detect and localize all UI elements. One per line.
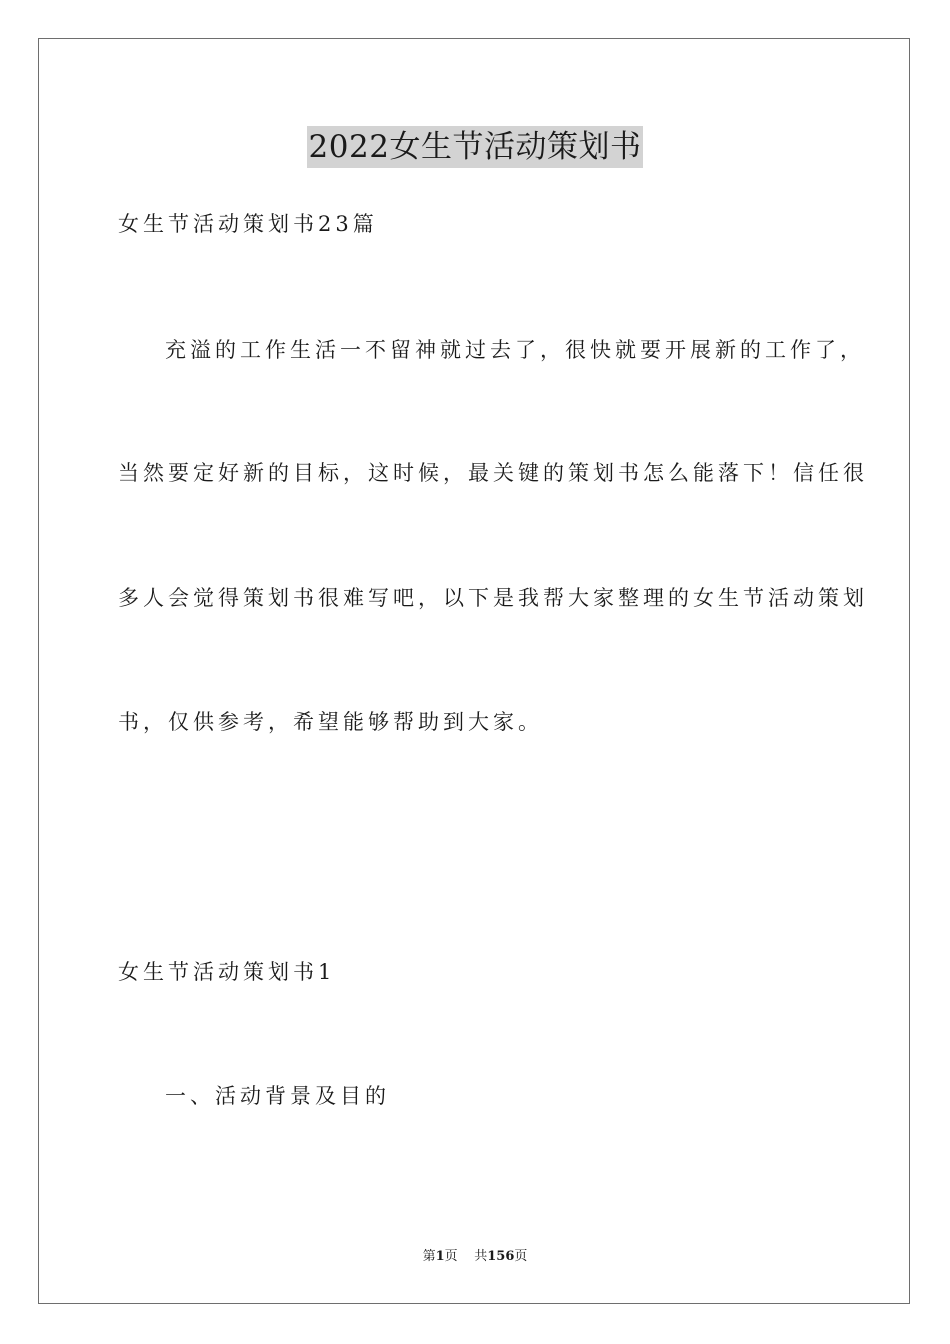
document-title xyxy=(0,126,950,168)
footer-page-suffix: 页 xyxy=(444,1249,458,1264)
intro-paragraph-line-4: 书，仅供参考，希望能够帮助到大家。 xyxy=(118,710,543,734)
footer-total-pages: 156 xyxy=(487,1249,515,1264)
document-title-text: 2022女生节活动策划书 xyxy=(307,126,644,168)
footer-page-number: 1 xyxy=(435,1249,445,1264)
subsection-heading: 一、活动背景及目的 xyxy=(165,1084,390,1108)
page-footer xyxy=(0,1248,950,1266)
intro-paragraph-line-3: 多人会觉得策划书很难写吧，以下是我帮大家整理的女生节活动策划 xyxy=(118,586,868,610)
footer-total-prefix: 共 xyxy=(474,1249,488,1264)
document-subtitle: 女生节活动策划书23篇 xyxy=(118,212,378,236)
intro-paragraph-line-1: 充溢的工作生活一不留神就过去了，很快就要开展新的工作了， xyxy=(165,338,865,362)
section-heading: 女生节活动策划书1 xyxy=(118,960,336,984)
footer-page-prefix: 第 xyxy=(422,1249,436,1264)
intro-paragraph-line-2: 当然要定好新的目标，这时候，最关键的策划书怎么能落下！信任很 xyxy=(118,461,868,485)
footer-total-suffix: 页 xyxy=(514,1249,528,1264)
